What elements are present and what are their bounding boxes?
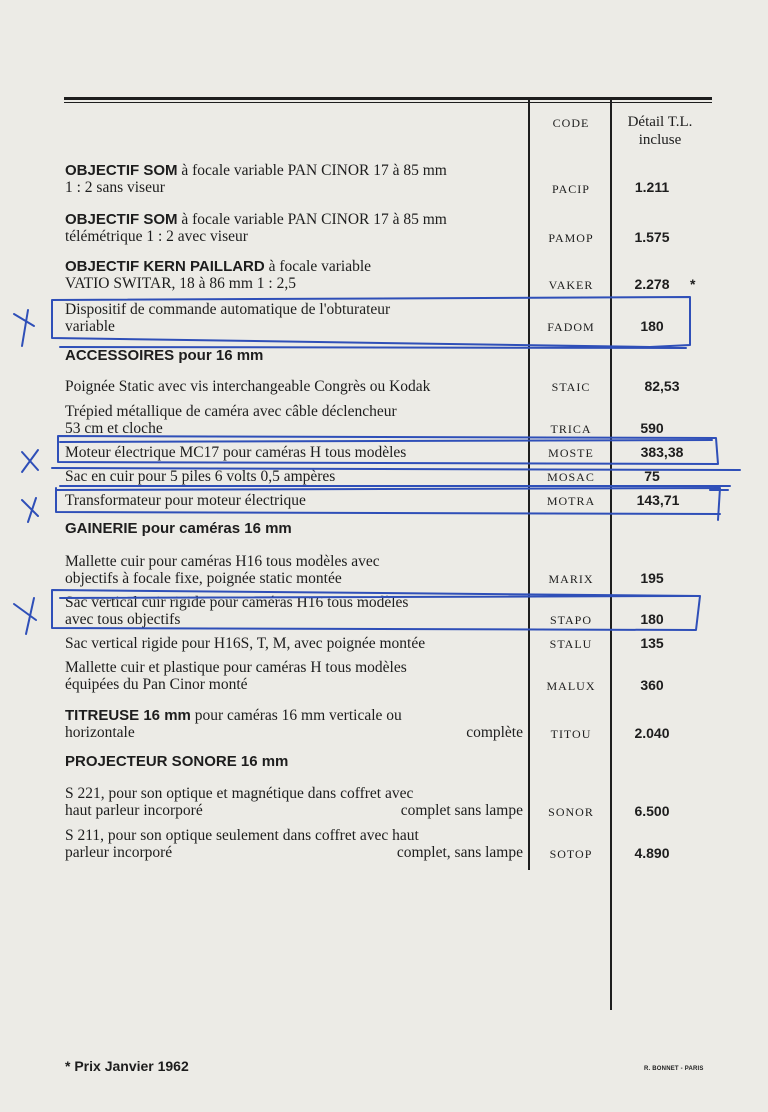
item-line1: Transformateur pour moteur électrique (65, 492, 306, 509)
header-detail-line2: incluse (638, 132, 682, 148)
item-code: STAPO (549, 613, 593, 627)
item-price: 143,71 (636, 492, 680, 508)
ink-box-transformateur (56, 488, 728, 520)
printer-imprint: R. BONNET - PARIS (644, 1066, 704, 1072)
item-code: STALU (549, 637, 593, 651)
ink-box-moteur (58, 436, 718, 464)
item-lead: OBJECTIF SOM (65, 162, 178, 179)
item-line1: pour caméras 16 mm verticale ou (190, 707, 402, 724)
item-code: STAIC (551, 380, 591, 394)
item-price: 6.500 (634, 803, 670, 819)
price-footnote-mark: * (690, 276, 696, 292)
item-line2b: complet, sans lampe (396, 844, 523, 861)
item-lead: TITREUSE 16 mm (65, 707, 191, 724)
item-price: 1.211 (634, 179, 670, 195)
item-price: 360 (640, 677, 664, 693)
item-code: MOSTE (548, 446, 594, 460)
item-code: VAKER (548, 278, 594, 292)
item-line1: Mallette cuir et plastique pour caméras H tous modèles (65, 659, 407, 676)
header-code: CODE (552, 116, 590, 130)
item-line1: S 211, pour son optique seulement dans coffret avec haut (65, 827, 419, 844)
item-price: 135 (640, 635, 664, 651)
item-code: MARIX (548, 572, 594, 586)
footnote: * Prix Janvier 1962 (65, 1058, 189, 1074)
item-line1: à focale variable PAN CINOR 17 à 85 mm (177, 162, 447, 179)
item-line2a: haut parleur incorporé (65, 802, 203, 819)
item-line1: Sac en cuir pour 5 piles 6 volts 0,5 ampères (65, 468, 336, 485)
ink-x-sac-vertical (14, 598, 36, 634)
item-price: 4.890 (634, 845, 670, 861)
item-line2b: complète (466, 724, 523, 741)
item-code: PAMOP (548, 231, 594, 245)
item-code: PACIP (552, 182, 590, 196)
item-line1: à focale variable (264, 258, 372, 275)
item-code: MALUX (546, 679, 596, 693)
item-price: 180 (640, 318, 664, 334)
section-title-projecteur: PROJECTEUR SONORE 16 mm (65, 753, 289, 770)
header-detail-line1: Détail T.L. (627, 114, 693, 130)
item-code: TITOU (550, 727, 592, 741)
ink-x-dispositif (14, 310, 34, 346)
item-line1: Trépied métallique de caméra avec câble déclencheur (65, 403, 397, 420)
item-line2: équipées du Pan Cinor monté (65, 676, 248, 693)
item-line1: à focale variable PAN CINOR 17 à 85 mm (177, 211, 447, 228)
item-line2: avec tous objectifs (65, 611, 181, 628)
item-lead: OBJECTIF KERN PAILLARD (65, 258, 265, 275)
section-title-gainerie: GAINERIE pour caméras 16 mm (65, 520, 292, 537)
item-price: 590 (640, 420, 664, 436)
item-code: MOTRA (546, 494, 596, 508)
ink-box-sac-vertical (52, 590, 700, 630)
item-line2: 53 cm et cloche (65, 420, 163, 437)
item-line2a: parleur incorporé (65, 844, 173, 861)
item-line1: Sac vertical cuir rigide pour caméras H16 tous modèles (65, 594, 409, 611)
item-price: 2.040 (634, 725, 670, 741)
item-line2: télémétrique 1 : 2 avec viseur (65, 228, 248, 245)
item-code: TRICA (550, 422, 592, 436)
item-line2: 1 : 2 sans viseur (65, 179, 165, 196)
ink-box-dispositif (52, 297, 690, 348)
item-line2a: horizontale (65, 724, 135, 741)
item-code: SONOR (548, 805, 594, 819)
ink-x-moteur (22, 450, 38, 472)
item-line1: S 221, pour son optique et magnétique dans coffret avec (65, 785, 414, 802)
item-line1: Mallette cuir pour caméras H16 tous modèles avec (65, 553, 380, 570)
item-price: 82,53 (644, 378, 680, 394)
item-price: 195 (640, 570, 664, 586)
item-price: 1.575 (634, 229, 670, 245)
ink-strike-sac (52, 468, 740, 486)
item-lead: OBJECTIF SOM (65, 211, 178, 228)
item-line2: VATIO SWITAR, 18 à 86 mm 1 : 2,5 (65, 275, 296, 292)
item-line2b: complet sans lampe (400, 802, 523, 819)
item-code: SOTOP (549, 847, 593, 861)
item-line2: variable (65, 318, 115, 335)
item-line1: Poignée Static avec vis interchangeable Congrès ou Kodak (65, 378, 431, 395)
item-price: 383,38 (640, 444, 684, 460)
ink-x-transformateur (22, 498, 38, 522)
item-code: FADOM (547, 320, 595, 334)
item-line1: Sac vertical rigide pour H16S, T, M, avec poignée montée (65, 635, 426, 652)
item-price: 75 (644, 468, 660, 484)
item-line1: Dispositif de commande automatique de l'obturateur (65, 301, 391, 318)
section-title-accessoires: ACCESSOIRES pour 16 mm (65, 347, 264, 364)
item-code: MOSAC (547, 470, 595, 484)
item-line2: objectifs à focale fixe, poignée static montée (65, 570, 342, 587)
item-price: 180 (640, 611, 664, 627)
item-line1: Moteur électrique MC17 pour caméras H tous modèles (65, 444, 407, 461)
item-price: 2.278 (634, 276, 670, 292)
